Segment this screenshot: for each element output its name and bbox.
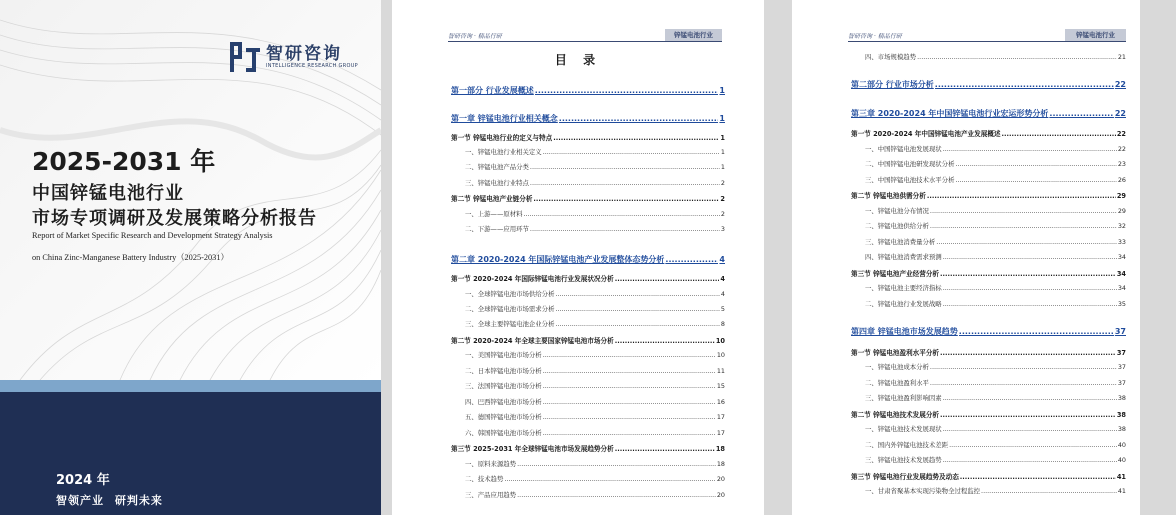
toc-entry-text: 第二节 2020-2024 年全球主要国家锌锰电池市场分析 bbox=[451, 337, 614, 345]
toc-entry-part[interactable] bbox=[451, 113, 725, 125]
toc-page-number: 40 bbox=[1117, 456, 1126, 464]
toc-dot-leader bbox=[615, 445, 715, 453]
toc-dot-leader bbox=[943, 300, 1117, 308]
toc-page-number: 40 bbox=[1117, 441, 1126, 449]
toc-dot-leader bbox=[533, 195, 719, 203]
cover-accent-band bbox=[0, 380, 381, 392]
toc-page-number: 18 bbox=[715, 445, 725, 453]
toc-page-number: 34 bbox=[1117, 253, 1126, 261]
toc-entry-item[interactable] bbox=[451, 224, 725, 236]
toc-entry-item[interactable] bbox=[451, 304, 725, 316]
toc-dot-leader bbox=[543, 382, 716, 390]
toc-entry-part[interactable] bbox=[451, 85, 725, 97]
toc-page-number: 32 bbox=[1117, 222, 1126, 230]
header-right-tab: 锌锰电池行业 bbox=[1065, 29, 1126, 41]
toc-page-number: 17 bbox=[716, 413, 725, 421]
toc-entry-text: 第一部分 行业发展概述 bbox=[451, 86, 534, 95]
toc-entry-text: 第二部分 行业市场分析 bbox=[851, 80, 934, 89]
toc-dot-leader bbox=[930, 363, 1117, 371]
toc-dot-leader bbox=[959, 327, 1114, 336]
toc-entry-text: 二、锌锰电池产品分类 bbox=[465, 163, 529, 171]
toc-entry-item[interactable] bbox=[451, 428, 725, 440]
toc-entry-text: 一、美国锌锰电池市场分析 bbox=[465, 351, 542, 359]
toc-entry-item[interactable] bbox=[851, 362, 1126, 374]
toc-entry-sec[interactable] bbox=[851, 347, 1126, 359]
cover-english-title-line2: on China Zinc-Manganese Battery Industry（2025-2031） bbox=[32, 253, 229, 262]
toc-page-number: 41 bbox=[1117, 487, 1126, 495]
toc-dot-leader bbox=[553, 134, 719, 142]
toc-page-number: 1 bbox=[720, 134, 725, 142]
toc-dot-leader bbox=[1002, 130, 1116, 138]
toc-entry-text: 三、锌锰电池行业特点 bbox=[465, 179, 529, 187]
toc-dot-leader bbox=[543, 413, 716, 421]
toc-dot-leader bbox=[930, 207, 1117, 215]
toc-dot-leader bbox=[530, 163, 720, 171]
toc-dot-leader bbox=[1049, 109, 1113, 118]
toc-dot-leader bbox=[940, 270, 1116, 278]
toc-entry-text: 三、锌锰电池盈利影响因素 bbox=[865, 394, 942, 402]
cover-title-line2: 市场专项调研及发展策略分析报告 bbox=[32, 208, 317, 229]
toc-entry-item[interactable] bbox=[851, 144, 1126, 156]
toc-entry-text: 四、市场规模趋势 bbox=[865, 53, 917, 61]
toc-entry-text: 第一节 2020-2024 年国际锌锰电池行业发展状况分析 bbox=[451, 275, 614, 283]
toc-page-number: 22 bbox=[1116, 130, 1126, 138]
toc-entry-text: 第三节 锌锰电池行业发展趋势及动态 bbox=[851, 473, 959, 481]
toc-entry-text: 一、锌锰电池技术发展现状 bbox=[865, 425, 942, 433]
toc-entry-text: 第二节 锌锰电池供需分析 bbox=[851, 192, 926, 200]
toc-entry-item[interactable] bbox=[451, 397, 725, 409]
toc-dot-leader bbox=[943, 456, 1117, 464]
toc-page-number: 4 bbox=[720, 290, 725, 298]
toc-entry-item[interactable] bbox=[851, 175, 1126, 187]
toc-dot-leader bbox=[930, 222, 1117, 230]
toc-entry-text: 三、产品应用趋势 bbox=[465, 491, 517, 499]
toc-dot-leader bbox=[543, 351, 716, 359]
toc-dot-leader bbox=[943, 145, 1117, 153]
toc-entry-item[interactable] bbox=[451, 366, 725, 378]
toc-dot-leader bbox=[930, 379, 1117, 387]
toc-dot-leader bbox=[615, 275, 720, 283]
toc-entry-text: 五、德国锌锰电池市场分析 bbox=[465, 413, 542, 421]
toc-entry-item[interactable] bbox=[851, 252, 1126, 264]
toc-entry-text: 第一节 锌锰电池盈利水平分析 bbox=[851, 349, 940, 357]
toc-entry-text: 二、中国锌锰电池研发现状分析 bbox=[865, 160, 955, 168]
toc-entry-sec[interactable] bbox=[851, 409, 1126, 421]
toc-dot-leader bbox=[517, 460, 716, 468]
toc-entry-part[interactable] bbox=[851, 326, 1126, 338]
toc-page-number: 34 bbox=[1116, 270, 1126, 278]
toc-page-number: 16 bbox=[716, 398, 725, 406]
toc-page-1 bbox=[392, 0, 764, 515]
toc-entry-part[interactable] bbox=[851, 79, 1126, 91]
toc-entry-item[interactable] bbox=[851, 159, 1126, 171]
toc-dot-leader bbox=[555, 305, 719, 313]
toc-dot-leader bbox=[917, 53, 1117, 61]
toc-page-number: 1 bbox=[719, 114, 725, 123]
toc-entry-part[interactable] bbox=[851, 108, 1126, 120]
toc-page-number: 22 bbox=[1114, 109, 1126, 118]
toc-entry-text: 三、中国锌锰电池技术水平分析 bbox=[865, 176, 955, 184]
toc-page-number: 20 bbox=[716, 475, 725, 483]
toc-dot-leader bbox=[955, 160, 1116, 168]
toc-entry-text: 二、锌锰电池盈利水平 bbox=[865, 379, 929, 387]
toc-dot-leader bbox=[517, 491, 716, 499]
toc-page-number: 1 bbox=[719, 86, 725, 95]
toc-entry-item[interactable] bbox=[851, 486, 1126, 498]
cover-title-line1: 中国锌锰电池行业 bbox=[32, 183, 184, 204]
header-left-text: 智研咨询 · 精品行研 bbox=[848, 33, 902, 40]
toc-page-number: 10 bbox=[716, 351, 725, 359]
toc-page-number: 18 bbox=[716, 460, 725, 468]
toc-page-number: 38 bbox=[1117, 425, 1126, 433]
toc-dot-leader bbox=[524, 210, 720, 218]
toc-page-number: 3 bbox=[720, 225, 725, 233]
toc-page-number: 10 bbox=[715, 337, 725, 345]
toc-list bbox=[451, 0, 725, 515]
header-left-text: 智研咨询 · 精品行研 bbox=[448, 33, 502, 40]
logo-mark-icon bbox=[230, 42, 260, 72]
toc-dot-leader bbox=[665, 255, 718, 264]
toc-page-number: 21 bbox=[1117, 53, 1126, 61]
toc-dot-leader bbox=[936, 238, 1117, 246]
toc-dot-leader bbox=[943, 284, 1117, 292]
toc-dot-leader bbox=[543, 148, 720, 156]
toc-entry-text: 第一节 2020-2024 年中国锌锰电池产业发展概述 bbox=[851, 130, 1001, 138]
toc-page-number: 37 bbox=[1117, 379, 1126, 387]
cover-date: 2024 年 bbox=[56, 473, 110, 488]
toc-page-number: 22 bbox=[1117, 145, 1126, 153]
toc-dot-leader bbox=[559, 114, 719, 123]
toc-entry-item[interactable] bbox=[851, 237, 1126, 249]
toc-entry-item[interactable] bbox=[451, 412, 725, 424]
toc-entry-text: 一、原料来源趋势 bbox=[465, 460, 517, 468]
toc-entry-text: 二、锌锰电池行业发展战略 bbox=[865, 300, 942, 308]
toc-dot-leader bbox=[543, 367, 716, 375]
cover-english-title-line1: Report of Market Specific Research and Development Strategy Analysis bbox=[32, 231, 273, 240]
toc-entry-text: 二、下游——应用环节 bbox=[465, 225, 529, 233]
toc-dot-leader bbox=[615, 337, 715, 345]
toc-dot-leader bbox=[943, 394, 1117, 402]
toc-page-number: 15 bbox=[716, 382, 725, 390]
toc-entry-text: 第三节 锌锰电池产业经营分析 bbox=[851, 270, 940, 278]
toc-entry-text: 一、锌锰电池行业相关定义 bbox=[465, 148, 542, 156]
toc-page-number: 23 bbox=[1117, 160, 1126, 168]
toc-entry-text: 第二节 锌锰电池产业链分析 bbox=[451, 195, 533, 203]
toc-entry-text: 一、锌锰电池成本分析 bbox=[865, 363, 929, 371]
toc-entry-item[interactable] bbox=[451, 459, 725, 471]
toc-entry-item[interactable] bbox=[851, 206, 1126, 218]
toc-entry-item[interactable] bbox=[851, 393, 1126, 405]
toc-entry-item[interactable] bbox=[851, 440, 1126, 452]
toc-entry-sec[interactable] bbox=[851, 471, 1126, 483]
toc-entry-item[interactable] bbox=[851, 52, 1126, 64]
toc-entry-item[interactable] bbox=[451, 350, 725, 362]
toc-entry-text: 三、法国锌锰电池市场分析 bbox=[465, 382, 542, 390]
logo-chinese-name: 智研咨询 bbox=[266, 44, 342, 64]
toc-page-number: 2 bbox=[720, 210, 725, 218]
toc-entry-sec[interactable] bbox=[851, 268, 1126, 280]
toc-page-number: 2 bbox=[720, 179, 725, 187]
toc-dot-leader bbox=[955, 176, 1116, 184]
toc-entry-text: 三、全球主要锌锰电池企业分析 bbox=[465, 320, 555, 328]
toc-entry-text: 四、锌锰电池消费需求预测 bbox=[865, 253, 942, 261]
toc-entry-text: 第一节 锌锰电池行业的定义与特点 bbox=[451, 134, 553, 142]
toc-entry-sec[interactable] bbox=[451, 443, 725, 455]
toc-entry-text: 六、韩国锌锰电池市场分析 bbox=[465, 429, 542, 437]
toc-page-number: 37 bbox=[1114, 327, 1126, 336]
toc-entry-item[interactable] bbox=[851, 283, 1126, 295]
toc-entry-text: 三、锌锰电池技术发展趋势 bbox=[865, 456, 942, 464]
toc-entry-text: 二、技术趋势 bbox=[465, 475, 504, 483]
toc-entry-sec[interactable] bbox=[451, 273, 725, 285]
toc-entry-text: 第三节 2025-2031 年全球锌锰电池市场发展趋势分析 bbox=[451, 445, 614, 453]
toc-entry-item[interactable] bbox=[451, 319, 725, 331]
toc-dot-leader bbox=[981, 487, 1117, 495]
toc-page-number: 38 bbox=[1116, 411, 1126, 419]
toc-page-number: 4 bbox=[720, 275, 725, 283]
toc-page-number: 35 bbox=[1117, 300, 1126, 308]
toc-entry-text: 第三章 2020-2024 年中国锌锰电池行业宏运形势分析 bbox=[851, 109, 1049, 118]
toc-entry-item[interactable] bbox=[451, 147, 725, 159]
toc-page-number: 26 bbox=[1117, 176, 1126, 184]
cover-slogan: 智领产业 研判未来 bbox=[56, 494, 163, 507]
toc-dot-leader bbox=[927, 192, 1116, 200]
toc-dot-leader bbox=[940, 349, 1116, 357]
toc-dot-leader bbox=[943, 425, 1117, 433]
toc-entry-text: 一、锌锰电池分布情况 bbox=[865, 207, 929, 215]
toc-dot-leader bbox=[949, 441, 1117, 449]
toc-page-number: 1 bbox=[720, 148, 725, 156]
cover-page bbox=[0, 0, 381, 515]
toc-title: 目 录 bbox=[554, 53, 602, 67]
toc-entry-text: 二、国内外锌锰电池技术差距 bbox=[865, 441, 949, 449]
toc-entry-text: 二、全球锌锰电池市场需求分析 bbox=[465, 305, 555, 313]
toc-entry-text: 第二节 锌锰电池技术发展分析 bbox=[851, 411, 940, 419]
toc-entry-text: 四、巴西锌锰电池市场分析 bbox=[465, 398, 542, 406]
toc-dot-leader bbox=[535, 86, 719, 95]
toc-page-number: 20 bbox=[716, 491, 725, 499]
toc-entry-item[interactable] bbox=[451, 381, 725, 393]
toc-entry-text: 第四章 锌锰电池市场发展趋势 bbox=[851, 327, 958, 336]
toc-entry-item[interactable] bbox=[851, 378, 1126, 390]
toc-entry-item[interactable] bbox=[451, 474, 725, 486]
toc-dot-leader bbox=[935, 80, 1114, 89]
cover-year-range: 2025-2031 年 bbox=[32, 147, 216, 176]
toc-entry-item[interactable] bbox=[451, 162, 725, 174]
toc-page-number: 29 bbox=[1117, 207, 1126, 215]
toc-entry-text: 二、日本锌锰电池市场分析 bbox=[465, 367, 542, 375]
toc-entry-item[interactable] bbox=[851, 299, 1126, 311]
toc-page-number: 2 bbox=[720, 195, 725, 203]
toc-page-number: 4 bbox=[719, 255, 725, 264]
toc-dot-leader bbox=[940, 411, 1116, 419]
toc-dot-leader bbox=[960, 473, 1116, 481]
toc-entry-item[interactable] bbox=[851, 455, 1126, 467]
toc-dot-leader bbox=[530, 225, 720, 233]
toc-dot-leader bbox=[555, 320, 719, 328]
toc-page-2 bbox=[792, 0, 1140, 515]
toc-entry-item[interactable] bbox=[451, 178, 725, 190]
toc-entry-text: 三、锌锰电池消费量分析 bbox=[865, 238, 936, 246]
toc-entry-text: 一、中国锌锰电池发展现状 bbox=[865, 145, 942, 153]
toc-entry-sec[interactable] bbox=[851, 190, 1126, 202]
toc-entry-item[interactable] bbox=[451, 209, 725, 221]
toc-entry-item[interactable] bbox=[851, 424, 1126, 436]
header-right-tab: 锌锰电池行业 bbox=[665, 29, 722, 41]
toc-page-number: 22 bbox=[1114, 80, 1126, 89]
toc-entry-text: 一、锌锰电池主要经济指标 bbox=[865, 284, 942, 292]
toc-dot-leader bbox=[555, 290, 719, 298]
toc-page-number: 1 bbox=[720, 163, 725, 171]
toc-entry-sec[interactable] bbox=[451, 193, 725, 205]
logo-english-name: INTELLIGENCE RESEARCH GROUP bbox=[266, 63, 358, 69]
toc-entry-item[interactable] bbox=[451, 490, 725, 502]
toc-entry-item[interactable] bbox=[851, 221, 1126, 233]
toc-dot-leader bbox=[504, 475, 716, 483]
toc-page-number: 41 bbox=[1116, 473, 1126, 481]
toc-page-number: 34 bbox=[1117, 284, 1126, 292]
toc-dot-leader bbox=[530, 179, 720, 187]
toc-page-number: 37 bbox=[1116, 349, 1126, 357]
toc-dot-leader bbox=[543, 429, 716, 437]
toc-page-number: 33 bbox=[1117, 238, 1126, 246]
toc-page-number: 29 bbox=[1116, 192, 1126, 200]
toc-entry-item[interactable] bbox=[451, 289, 725, 301]
toc-page-number: 38 bbox=[1117, 394, 1126, 402]
toc-entry-sec[interactable] bbox=[451, 132, 725, 144]
toc-entry-text: 第二章 2020-2024 年国际锌锰电池产业发展整体态势分析 bbox=[451, 255, 665, 264]
toc-page-number: 37 bbox=[1117, 363, 1126, 371]
toc-entry-text: 二、锌锰电池供给分析 bbox=[865, 222, 929, 230]
company-logo bbox=[230, 42, 358, 72]
toc-entry-text: 一、甘肃省聚基本实现污染物全过程监控 bbox=[865, 487, 981, 495]
toc-page-number: 8 bbox=[720, 320, 725, 328]
toc-entry-text: 一、上游——原材料 bbox=[465, 210, 523, 218]
toc-page-number: 5 bbox=[720, 305, 725, 313]
toc-entry-part[interactable] bbox=[451, 254, 725, 266]
toc-entry-sec[interactable] bbox=[851, 128, 1126, 140]
toc-entry-text: 一、全球锌锰电池市场供给分析 bbox=[465, 290, 555, 298]
toc-entry-text: 第一章 锌锰电池行业相关概念 bbox=[451, 114, 558, 123]
toc-list bbox=[851, 0, 1126, 515]
toc-dot-leader bbox=[543, 398, 716, 406]
toc-page-number: 17 bbox=[716, 429, 725, 437]
toc-page-number: 11 bbox=[716, 367, 725, 375]
toc-dot-leader bbox=[943, 253, 1117, 261]
toc-entry-sec[interactable] bbox=[451, 335, 725, 347]
